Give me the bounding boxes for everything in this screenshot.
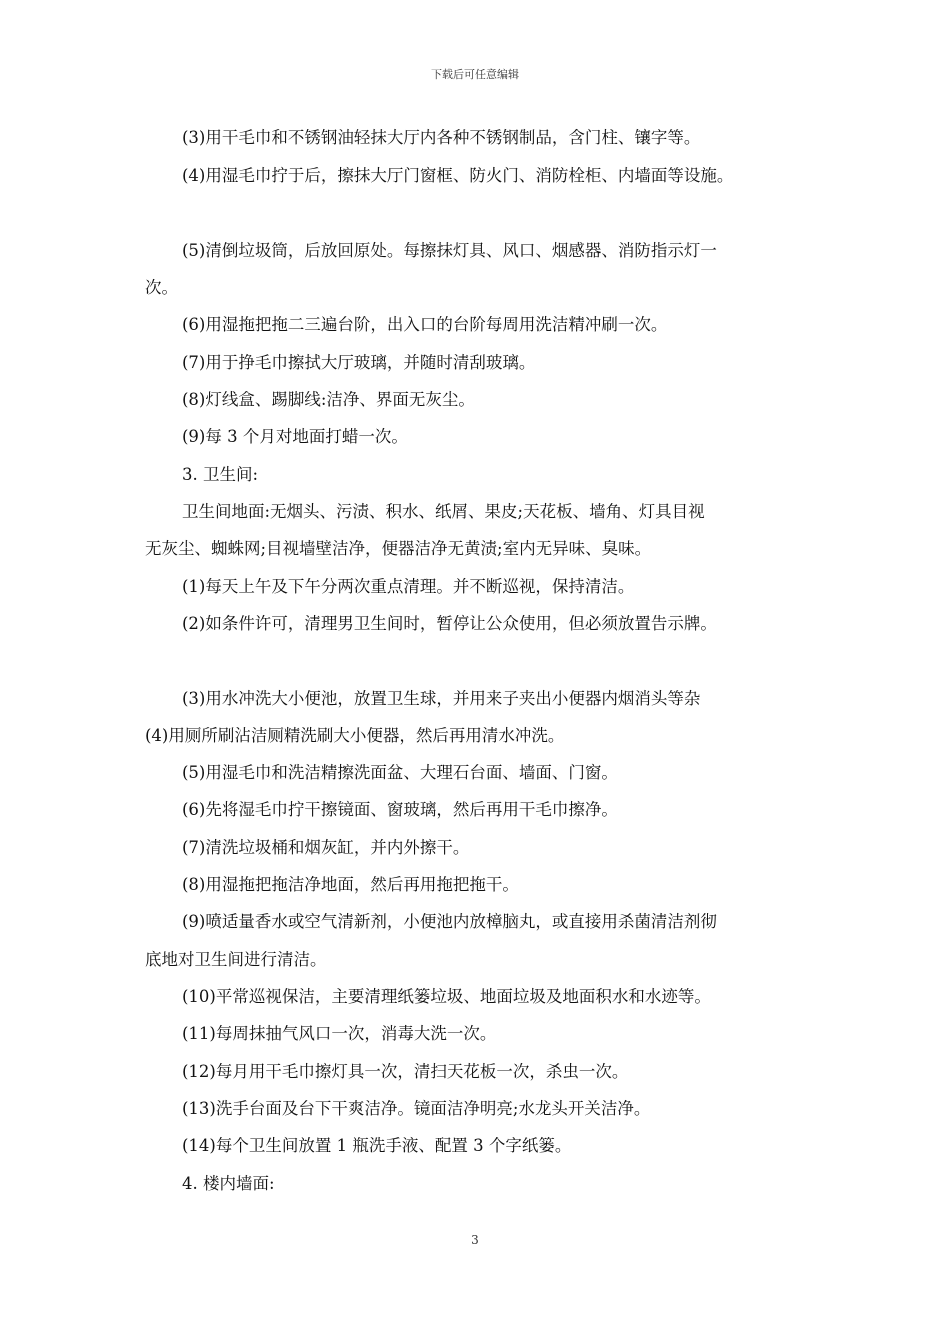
text-line: (4)用厕所刷沾洁厕精洗刷大小便器，然后再用清水冲洗。 — [145, 726, 565, 745]
text-line: 底地对卫生间进行清洁。 — [145, 950, 327, 969]
page-header: 下载后可任意编辑 — [431, 68, 519, 81]
text-line: (7)清洗垃圾桶和烟灰缸，并内外擦干。 — [182, 838, 470, 857]
text-line: 无灰尘、蜘蛛网;目视墙壁洁净，便器洁净无黄渍;室内无异味、臭味。 — [145, 539, 652, 558]
page-number: 3 — [471, 1233, 479, 1247]
text-line: (10)平常巡视保洁，主要清理纸篓垃圾、地面垃圾及地面积水和水迹等。 — [182, 987, 711, 1006]
text-line: (3)用水冲洗大小便池，放置卫生球，并用来子夹出小便器内烟消头等杂 — [182, 689, 701, 708]
text-line: (12)每月用干毛巾擦灯具一次，清扫天花板一次，杀虫一次。 — [182, 1062, 629, 1081]
text-line: (5)清倒垃圾筒，后放回原处。每擦抹灯具、风口、烟感器、消防指示灯一 — [182, 241, 717, 260]
text-line: (9)喷适量香水或空气清新剂，小便池内放樟脑丸，或直接用杀菌清洁剂彻 — [182, 912, 717, 931]
text-line: (4)用湿毛巾拧于后，擦抹大厅门窗框、防火门、消防栓柜、内墙面等设施。 — [182, 166, 734, 185]
text-line: (8)灯线盒、踢脚线:洁净、界面无灰尘。 — [182, 390, 475, 409]
text-line: (14)每个卫生间放置 1 瓶洗手液、配置 3 个字纸篓。 — [182, 1136, 572, 1155]
text-line: (6)用湿拖把拖二三遍台阶，出入口的台阶每周用洗洁精冲刷一次。 — [182, 315, 668, 334]
text-line: (7)用于挣毛巾擦拭大厅玻璃，并随时清刮玻璃。 — [182, 353, 536, 372]
text-line: (13)洗手台面及台下干爽洁净。镜面洁净明亮;水龙头开关洁净。 — [182, 1099, 651, 1118]
text-line: 卫生间地面:无烟头、污渍、积水、纸屑、果皮;天花板、墙角、灯具目视 — [182, 502, 705, 521]
section-heading: 3. 卫生间: — [182, 465, 259, 484]
text-line: (5)用湿毛巾和洗洁精擦洗面盆、大理石台面、墙面、门窗。 — [182, 763, 618, 782]
section-heading: 4. 楼内墙面: — [182, 1174, 275, 1193]
text-line: (11)每周抹抽气风口一次，消毒大洗一次。 — [182, 1024, 497, 1043]
text-line: 次。 — [145, 278, 178, 297]
text-line: (3)用干毛巾和不锈钢油轻抹大厅内各种不锈钢制品，含门柱、镶字等。 — [182, 128, 701, 147]
text-line: (1)每天上午及下午分两次重点清理。并不断巡视，保持清洁。 — [182, 577, 635, 596]
text-line: (2)如条件许可，清理男卫生间时，暂停让公众使用，但必须放置告示牌。 — [182, 614, 717, 633]
text-line: (6)先将湿毛巾拧干擦镜面、窗玻璃，然后再用干毛巾擦净。 — [182, 800, 618, 819]
text-line: (9)每 3 个月对地面打蜡一次。 — [182, 427, 408, 446]
text-line: (8)用湿拖把拖洁净地面，然后再用拖把拖干。 — [182, 875, 519, 894]
